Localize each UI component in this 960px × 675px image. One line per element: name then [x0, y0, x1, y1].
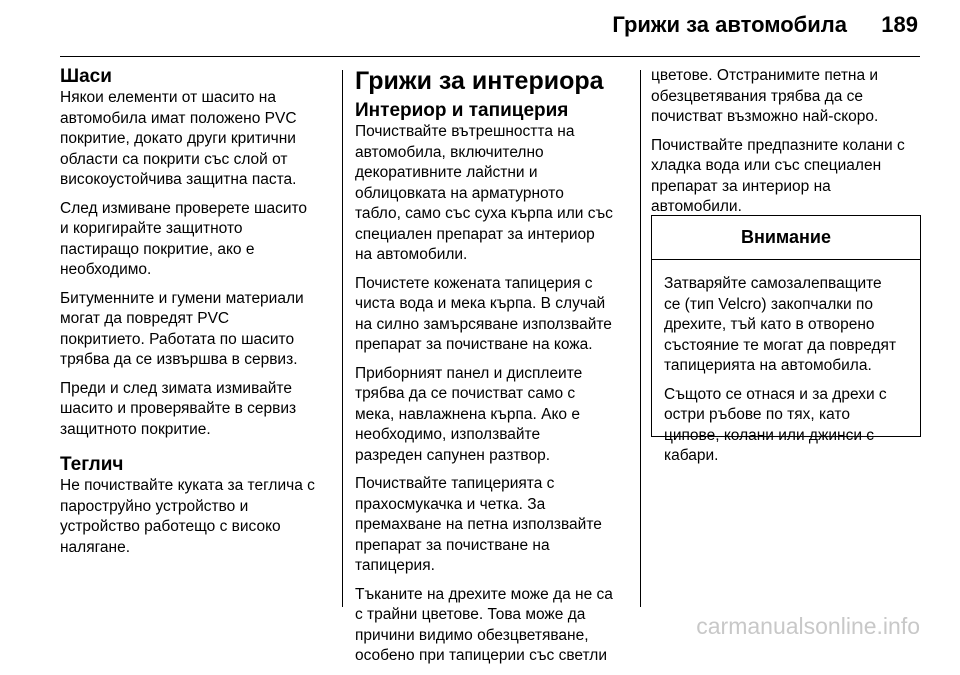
interior-paragraph-5: Тъканите на дрехите може да не са с трайни цветове. Това може да причини видимо обезцветяване, особено при тапицерии със светли: [355, 585, 613, 664]
column-divider-1: [342, 70, 343, 607]
page-number: 189: [881, 12, 918, 37]
column-2: [355, 66, 630, 675]
towbar-paragraph-1: Не почиствайте куката за теглича с пароструйно устройство и устройство работещо с високо налягане.: [60, 477, 315, 556]
upholstery-heading: Интериор и тапицерия: [355, 100, 569, 121]
chassis-paragraph-1: Някои елементи от шасито на автомобила имат положено PVC покритие, докато други критични области са покрити със слой от високоустойчива защитна паста.: [60, 89, 297, 188]
warning-title: Внимание: [652, 216, 920, 260]
chassis-heading: Шаси: [60, 66, 112, 87]
towbar-heading: Теглич: [60, 454, 124, 475]
interior-paragraph-3: Приборният панел и дисплеите трябва да се почистват само с мека, навлажнена кърпа. Ако е необходимо, използвайте разреден сапунен разтвор.: [355, 364, 583, 464]
warning-paragraph-1: Затваряйте самозалепващите се (тип Velcro) закопчалки по дрехите, тъй като в отворено състояние те могат да повредят тапицерията на автомобила.: [664, 275, 897, 374]
chassis-paragraph-3: Битуменните и гумени материали могат да повредят PVC покритието. Работата по шасито трябва да се извършва в сервиз.: [60, 289, 304, 368]
column3-paragraph-2: Почиствайте предпазните колани с хладка вода или със специален препарат за интериор на автомобили.: [651, 136, 905, 215]
warning-body: [652, 260, 920, 467]
chassis-paragraph-4: Преди и след зимата измивайте шасито и проверявайте в сервиз защитното покритие.: [60, 379, 297, 438]
column-divider-2: [640, 70, 641, 607]
chassis-paragraph-2: След измиване проверете шасито и коригирайте защитното пастиращо покритие, ако е необходимо.: [60, 199, 308, 278]
column-3: [651, 66, 923, 226]
watermark: carmanualsonline.info: [696, 613, 920, 639]
header-title: Грижи за автомобила: [612, 12, 847, 37]
column3-paragraph-1: цветове. Отстранимите петна и обезцветявания трябва да се почистват възможно най-скоро.: [651, 67, 879, 125]
warning-paragraph-2: Същото се отнася и за дрехи с остри ръбове по тях, като ципове, колани или джинси с кабари.: [664, 385, 887, 464]
interior-paragraph-2: Почистете кожената тапицерия с чиста вода и мека кърпа. В случай на силно замърсяване използвайте препарат за почистване на кожа.: [355, 274, 612, 353]
warning-box: [651, 215, 921, 464]
interior-paragraph-1: Почиствайте вътрешността на автомобила, включително декоративните лайстни и облицовката на арматурното табло, само със суха кърпа или със специален препарат за интериор на автомобили.: [355, 123, 613, 263]
interior-paragraph-4: Почиствайте тапицерията с прахосмукачка и четка. За премахване на петна използвайте препарат за почистване на тапицерия.: [355, 475, 602, 574]
header-rule: [60, 56, 920, 57]
interior-heading: Грижи за интериора: [355, 67, 604, 95]
column-1: [60, 66, 332, 566]
